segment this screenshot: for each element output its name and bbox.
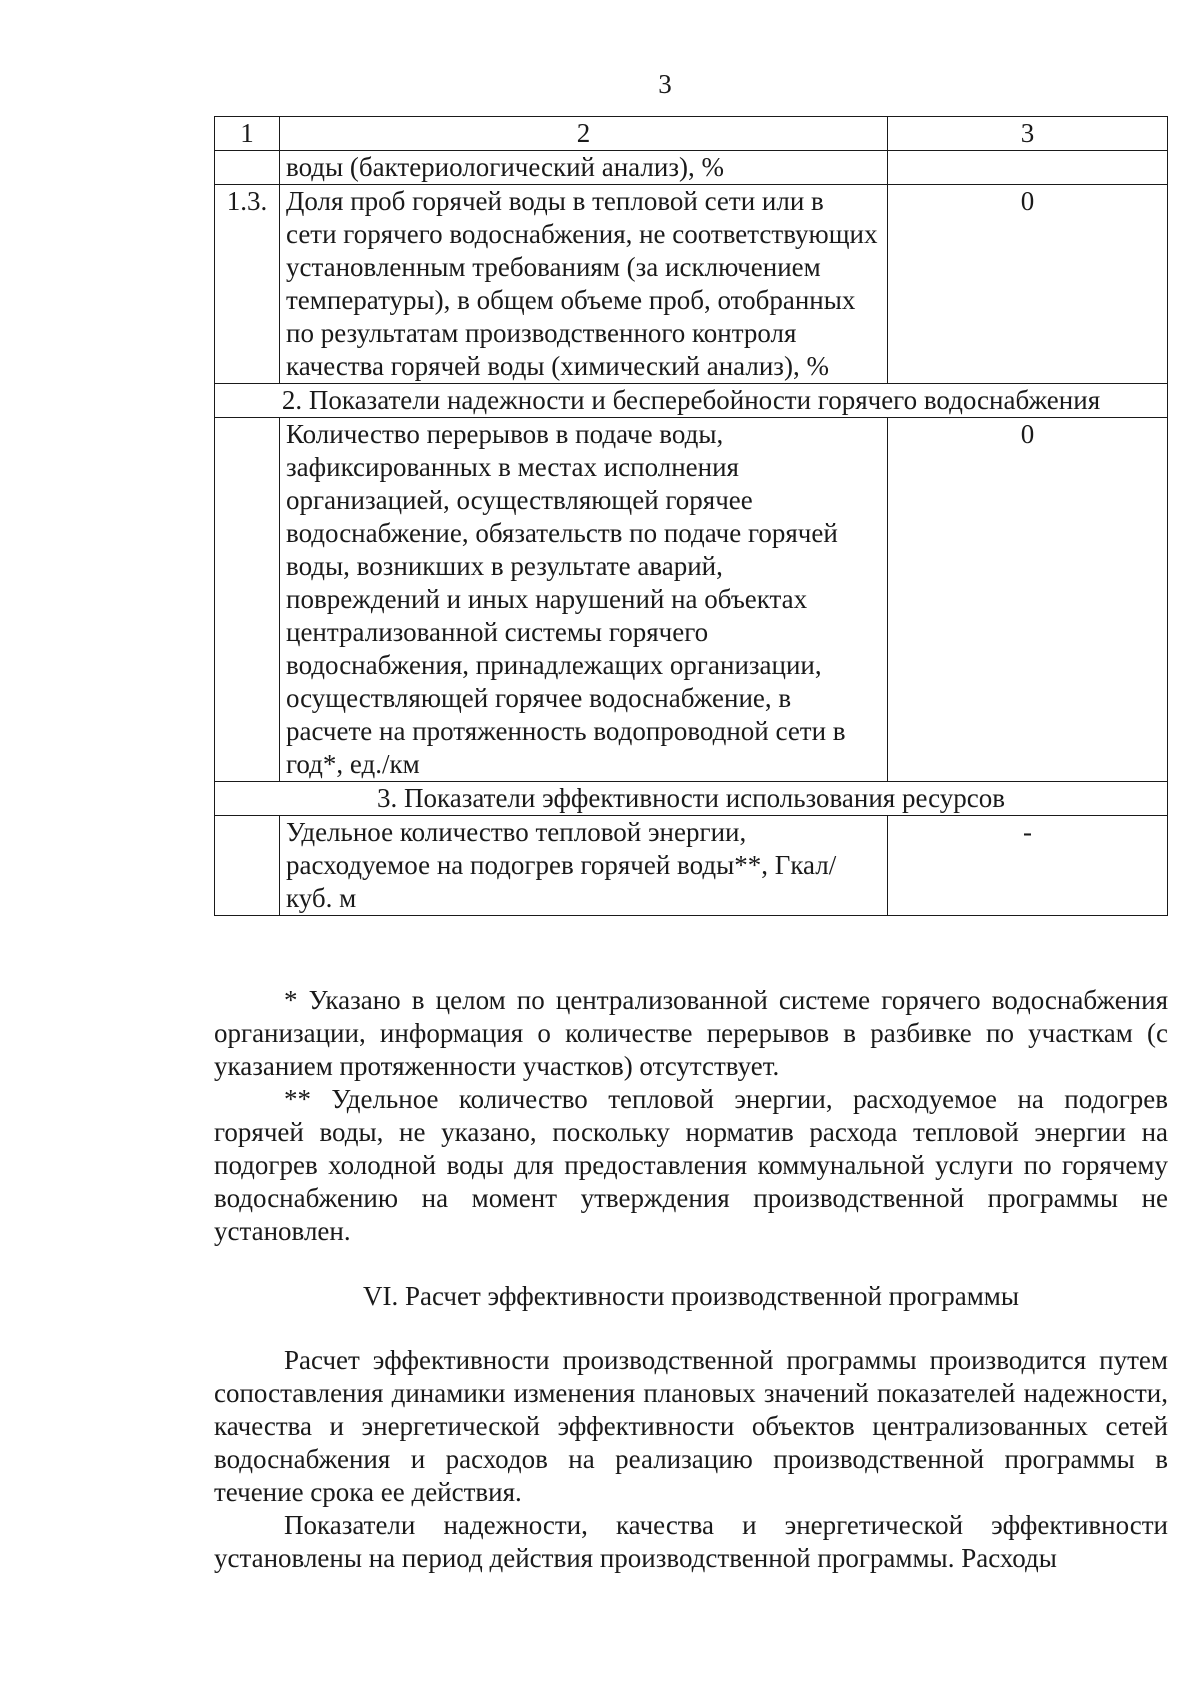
table-header-cell: 1 xyxy=(215,117,280,151)
section-title-row xyxy=(215,782,1168,816)
page-number: 3 xyxy=(658,69,672,99)
table-header-cell: 3 xyxy=(888,117,1168,151)
footnote: * Указано в целом по централизованной системе горячего водоснабжения организации, информация о количестве перерывов в разбивке по участкам (с указанием протяженности участков) отсутствует. xyxy=(214,985,1168,1081)
paragraph: Показатели надежности, качества и энергетической эффективности установлены на период действия производственной программы. Расходы xyxy=(214,1510,1168,1573)
table-row xyxy=(215,185,1168,384)
row-value: - xyxy=(888,816,1168,916)
indicators-table xyxy=(214,116,1168,916)
footnotes xyxy=(214,984,1168,1248)
row-number: 1.3. xyxy=(215,185,280,384)
row-text: Количество перерывов в подаче воды, зафиксированных в местах исполнения организацией, осуществляющей горячее водоснабжение, обязательств по подаче горячей воды, возникших в результате аварий, повреждений и иных нарушений на объектах централизованной системы горячего водоснабжения, принадлежащих организации, осуществляющей горячее водоснабжение, в расчете на протяженность водопроводной сети в год*, ед./км xyxy=(280,418,888,782)
row-number xyxy=(215,816,280,916)
row-value: 0 xyxy=(888,185,1168,384)
footnote: ** Удельное количество тепловой энергии, расходуемое на подогрев горячей воды, не указано, поскольку норматив расхода тепловой энергии на подогрев холодной воды для предоставления коммунальной услуги по горячему водоснабжению на момент утверждения производственной программы не установлен. xyxy=(214,1084,1168,1246)
section-title: 3. Показатели эффективности использования ресурсов xyxy=(215,782,1168,816)
row-number xyxy=(215,151,280,185)
row-value: 0 xyxy=(888,418,1168,782)
paragraph: Расчет эффективности производственной программы производится путем сопоставления динамики изменения плановых значений показателей надежности, качества и энергетической эффективности объектов централизованных сетей водоснабжения и расходов на реализацию производственной программы в течение срока ее действия. xyxy=(214,1345,1168,1507)
row-text: Удельное количество тепловой энергии, расходуемое на подогрев горячей воды**, Гкал/ куб. м xyxy=(280,816,888,916)
table-row xyxy=(215,151,1168,185)
table-row xyxy=(215,816,1168,916)
row-text: Доля проб горячей воды в тепловой сети или в сети горячего водоснабжения, не соответствующих установленным требованиям (за исключением температуры), в общем объеме проб, отобранных по результатам производственного контроля качества горячей воды (химический анализ), % xyxy=(280,185,888,384)
row-value xyxy=(888,151,1168,185)
section-title: 2. Показатели надежности и бесперебойности горячего водоснабжения xyxy=(215,384,1168,418)
section-heading: VI. Расчет эффективности производственной программы xyxy=(362,1281,1019,1311)
table-row xyxy=(215,418,1168,782)
section-title-row xyxy=(215,384,1168,418)
table-header-row xyxy=(215,117,1168,151)
table-header-cell: 2 xyxy=(280,117,888,151)
row-text: воды (бактериологический анализ), % xyxy=(280,151,888,185)
row-number xyxy=(215,418,280,782)
body-text xyxy=(214,1344,1168,1575)
